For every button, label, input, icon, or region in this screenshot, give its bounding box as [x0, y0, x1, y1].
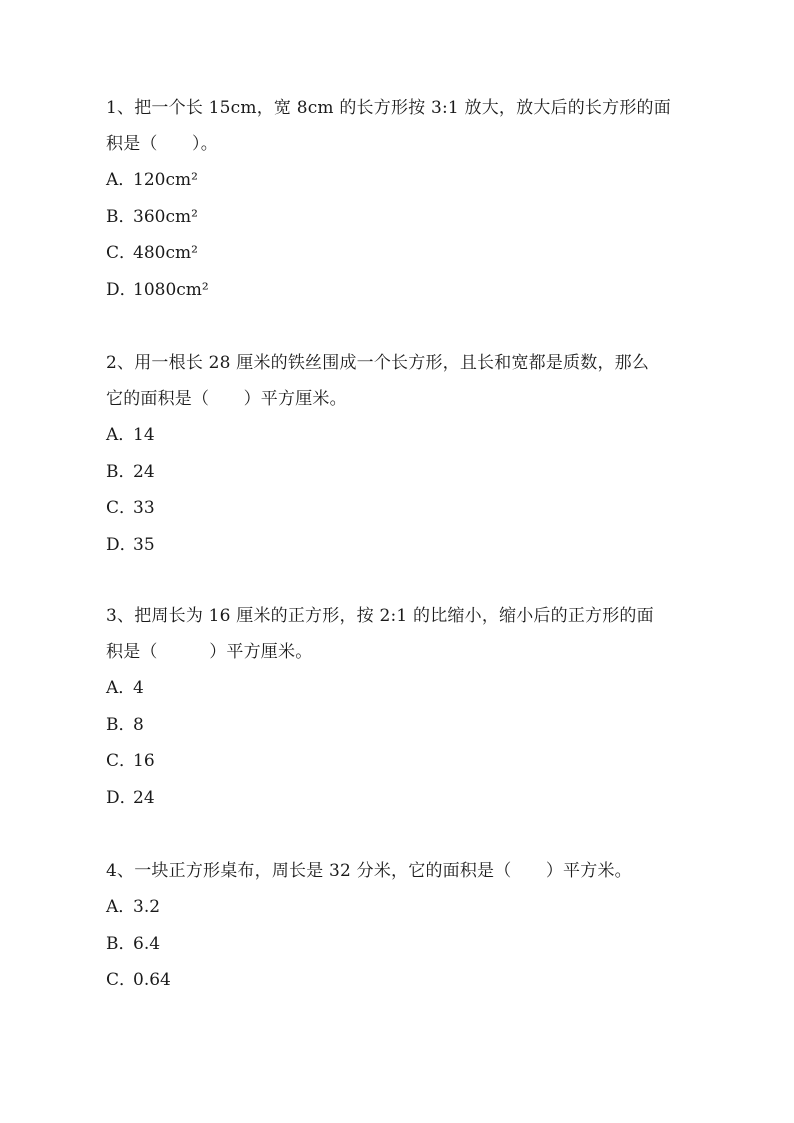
question-4: [106, 853, 696, 999]
question-3-stem-line-1: 3、把周长为 16 厘米的正方形，按 2:1 的比缩小，缩小后的正方形的面: [106, 606, 654, 626]
option-letter: C．: [106, 243, 137, 263]
question-1-stem-line-2: 积是（ ）。: [106, 134, 218, 154]
option-text: 1080cm²: [133, 279, 209, 300]
option-letter: A．: [106, 678, 136, 698]
question-3-option-a: [106, 670, 696, 707]
question-3-option-b: [106, 707, 696, 744]
question-3-options: [106, 670, 696, 816]
question-2-option-b: [106, 454, 696, 491]
option-text: 0.64: [133, 970, 171, 990]
option-text: 480cm²: [133, 243, 198, 263]
option-letter: A．: [106, 425, 136, 445]
option-letter: A．: [106, 897, 136, 917]
question-3-stem-line-2: 积是（ ）平方厘米。: [106, 642, 313, 662]
question-2-options: [106, 417, 696, 563]
question-1-option-a: [106, 162, 696, 199]
option-letter: C．: [106, 751, 137, 771]
question-2: [106, 345, 696, 563]
option-text: 8: [133, 714, 144, 735]
question-3-option-d: [106, 780, 696, 817]
question-4-stem: [106, 853, 696, 889]
option-text: 6.4: [133, 933, 161, 954]
option-text: 35: [133, 534, 155, 555]
question-1-options: [106, 162, 696, 308]
question-1-stem: [106, 90, 696, 162]
question-3: [106, 598, 696, 816]
option-letter: C．: [106, 498, 137, 518]
question-1-stem-line-1: 1、把一个长 15cm，宽 8cm 的长方形按 3:1 放大，放大后的长方形的面: [106, 98, 671, 118]
option-letter: A．: [106, 170, 136, 190]
option-letter: B．: [106, 461, 136, 482]
option-text: 14: [133, 425, 155, 445]
question-2-option-c: [106, 490, 696, 527]
option-letter: D．: [106, 279, 137, 300]
question-3-stem: [106, 598, 696, 670]
option-text: 4: [133, 678, 144, 698]
option-letter: B．: [106, 206, 136, 227]
question-2-stem: [106, 345, 696, 417]
question-1-option-c: [106, 235, 696, 272]
option-letter: C．: [106, 970, 137, 990]
option-text: 24: [133, 787, 155, 808]
question-4-options: [106, 889, 696, 999]
question-4-option-a: [106, 889, 696, 926]
option-text: 16: [133, 751, 155, 771]
option-letter: B．: [106, 933, 136, 954]
question-2-stem-line-2: 它的面积是（ ）平方厘米。: [106, 389, 347, 409]
question-1: [106, 90, 696, 308]
option-text: 360cm²: [133, 206, 198, 227]
option-letter: D．: [106, 787, 137, 808]
question-4-option-b: [106, 926, 696, 963]
option-text: 24: [133, 461, 155, 482]
option-text: 33: [133, 498, 155, 518]
option-text: 3.2: [133, 897, 161, 917]
question-1-option-b: [106, 199, 696, 236]
option-text: 120cm²: [133, 170, 198, 190]
question-2-option-d: [106, 527, 696, 564]
question-4-option-c: [106, 962, 696, 999]
question-4-stem-line-1: 4、一块正方形桌布，周长是 32 分米，它的面积是（ ）平方米。: [106, 861, 632, 881]
question-3-option-c: [106, 743, 696, 780]
question-1-option-d: [106, 272, 696, 309]
option-letter: B．: [106, 714, 136, 735]
question-2-option-a: [106, 417, 696, 454]
question-2-stem-line-1: 2、用一根长 28 厘米的铁丝围成一个长方形，且长和宽都是质数，那么: [106, 353, 650, 373]
option-letter: D．: [106, 534, 137, 555]
